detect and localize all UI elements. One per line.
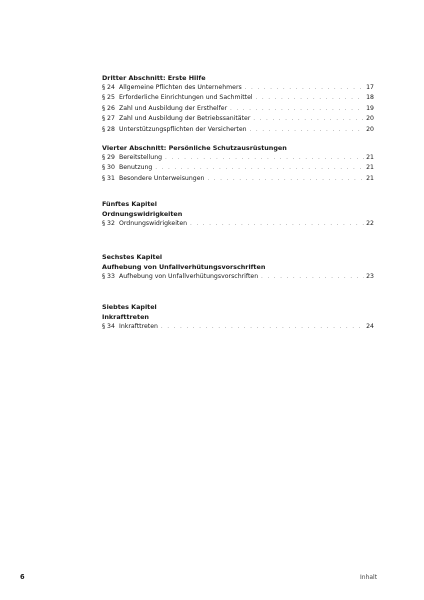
toc-section-inkrafttreten bbox=[102, 302, 374, 332]
running-footer-label: Inhalt bbox=[360, 574, 378, 581]
toc-entry-title: Unterstützungspflichten der Versicherten bbox=[119, 125, 247, 133]
toc-entry-title: Ordnungswidrigkeiten bbox=[119, 220, 188, 227]
chapter-heading: Fünftes Kapitel bbox=[102, 200, 157, 208]
toc-entry-number: § 32 bbox=[102, 220, 115, 227]
toc-leader-dots bbox=[161, 322, 364, 332]
toc-leader-dots bbox=[207, 174, 364, 184]
toc-leader-dots bbox=[253, 114, 364, 124]
toc-entry-page: 21 bbox=[366, 154, 374, 161]
page-number: 6 bbox=[20, 573, 25, 581]
toc-entry[interactable] bbox=[102, 83, 374, 93]
toc-entry-title: Zahl und Ausbildung der Ersthelfer bbox=[119, 104, 228, 112]
chapter-title: Ordnungswidrigkeiten bbox=[102, 210, 183, 218]
toc-leader-dots bbox=[165, 153, 364, 163]
toc-leader-dots bbox=[261, 272, 364, 282]
toc-entry[interactable] bbox=[102, 104, 374, 114]
toc-leader-dots bbox=[190, 219, 364, 229]
toc-entry-number: § 29 bbox=[102, 154, 115, 161]
toc-entry-title: Erforderliche Einrichtungen und Sachmittel bbox=[119, 94, 253, 102]
toc-entry-number: § 34 bbox=[102, 323, 115, 330]
toc-entry-page: 21 bbox=[366, 174, 374, 182]
toc-leader-dots bbox=[230, 104, 364, 114]
toc-leader-dots bbox=[155, 163, 364, 173]
toc-entry-page: 24 bbox=[366, 323, 374, 330]
toc-entry[interactable] bbox=[102, 153, 374, 163]
toc-entry[interactable] bbox=[102, 114, 374, 124]
toc-entry-page: 18 bbox=[366, 94, 374, 102]
chapter-title: Aufhebung von Unfallverhütungsvorschriften bbox=[102, 263, 266, 271]
chapter-heading: Siebtes Kapitel bbox=[102, 303, 157, 311]
toc-entry[interactable] bbox=[102, 93, 374, 103]
chapter-title: Inkrafttreten bbox=[102, 313, 149, 321]
toc-entry-title: Besondere Unterweisungen bbox=[119, 174, 205, 182]
toc-entry-title: Zahl und Ausbildung der Betriebssanitäter bbox=[119, 115, 251, 123]
toc-section-aufhebung bbox=[102, 252, 374, 282]
toc-entry[interactable] bbox=[102, 174, 374, 184]
toc-entry-title: Allgemeine Pflichten des Unternehmers bbox=[119, 84, 242, 91]
toc-entry-number: § 30 bbox=[102, 164, 115, 172]
toc-section-erste-hilfe bbox=[102, 73, 374, 135]
toc-entry-number: § 27 bbox=[102, 115, 115, 123]
toc-entry-number: § 24 bbox=[102, 84, 115, 91]
chapter-heading: Sechstes Kapitel bbox=[102, 253, 163, 261]
toc-entry-title: Aufhebung von Unfallverhütungsvorschriften bbox=[119, 273, 259, 280]
toc-entry-page: 22 bbox=[366, 220, 374, 227]
toc-entry[interactable] bbox=[102, 322, 374, 332]
toc-entry-number: § 33 bbox=[102, 273, 115, 280]
toc-entry-number: § 31 bbox=[102, 174, 115, 182]
toc-entry-number: § 26 bbox=[102, 104, 115, 112]
toc-entry-number: § 25 bbox=[102, 94, 115, 102]
toc-entry[interactable] bbox=[102, 272, 374, 282]
toc-entry-title: Benutzung bbox=[119, 164, 153, 172]
toc-entry-page: 21 bbox=[366, 164, 374, 172]
toc-section-ordnungswidrigkeiten bbox=[102, 199, 374, 229]
section-heading: Vierter Abschnitt: Persönliche Schutzausrüstungen bbox=[102, 144, 287, 152]
toc-leader-dots bbox=[250, 125, 364, 135]
toc-entry[interactable] bbox=[102, 125, 374, 135]
toc-entry-number: § 28 bbox=[102, 125, 115, 133]
toc-entry[interactable] bbox=[102, 219, 374, 229]
toc-leader-dots bbox=[256, 93, 364, 103]
toc-entry-title: Inkrafttreten bbox=[119, 323, 158, 330]
toc-entry-page: 19 bbox=[366, 104, 374, 112]
toc-section-schutzausruestungen bbox=[102, 143, 374, 184]
toc-entry[interactable] bbox=[102, 163, 374, 173]
toc-entry-page: 23 bbox=[366, 273, 374, 280]
toc-entry-page: 20 bbox=[366, 115, 374, 123]
toc-entry-page: 20 bbox=[366, 125, 374, 133]
section-heading: Dritter Abschnitt: Erste Hilfe bbox=[102, 74, 206, 82]
toc-entry-title: Bereitstellung bbox=[119, 154, 163, 161]
toc-entry-page: 17 bbox=[366, 84, 374, 91]
toc-leader-dots bbox=[245, 83, 364, 93]
